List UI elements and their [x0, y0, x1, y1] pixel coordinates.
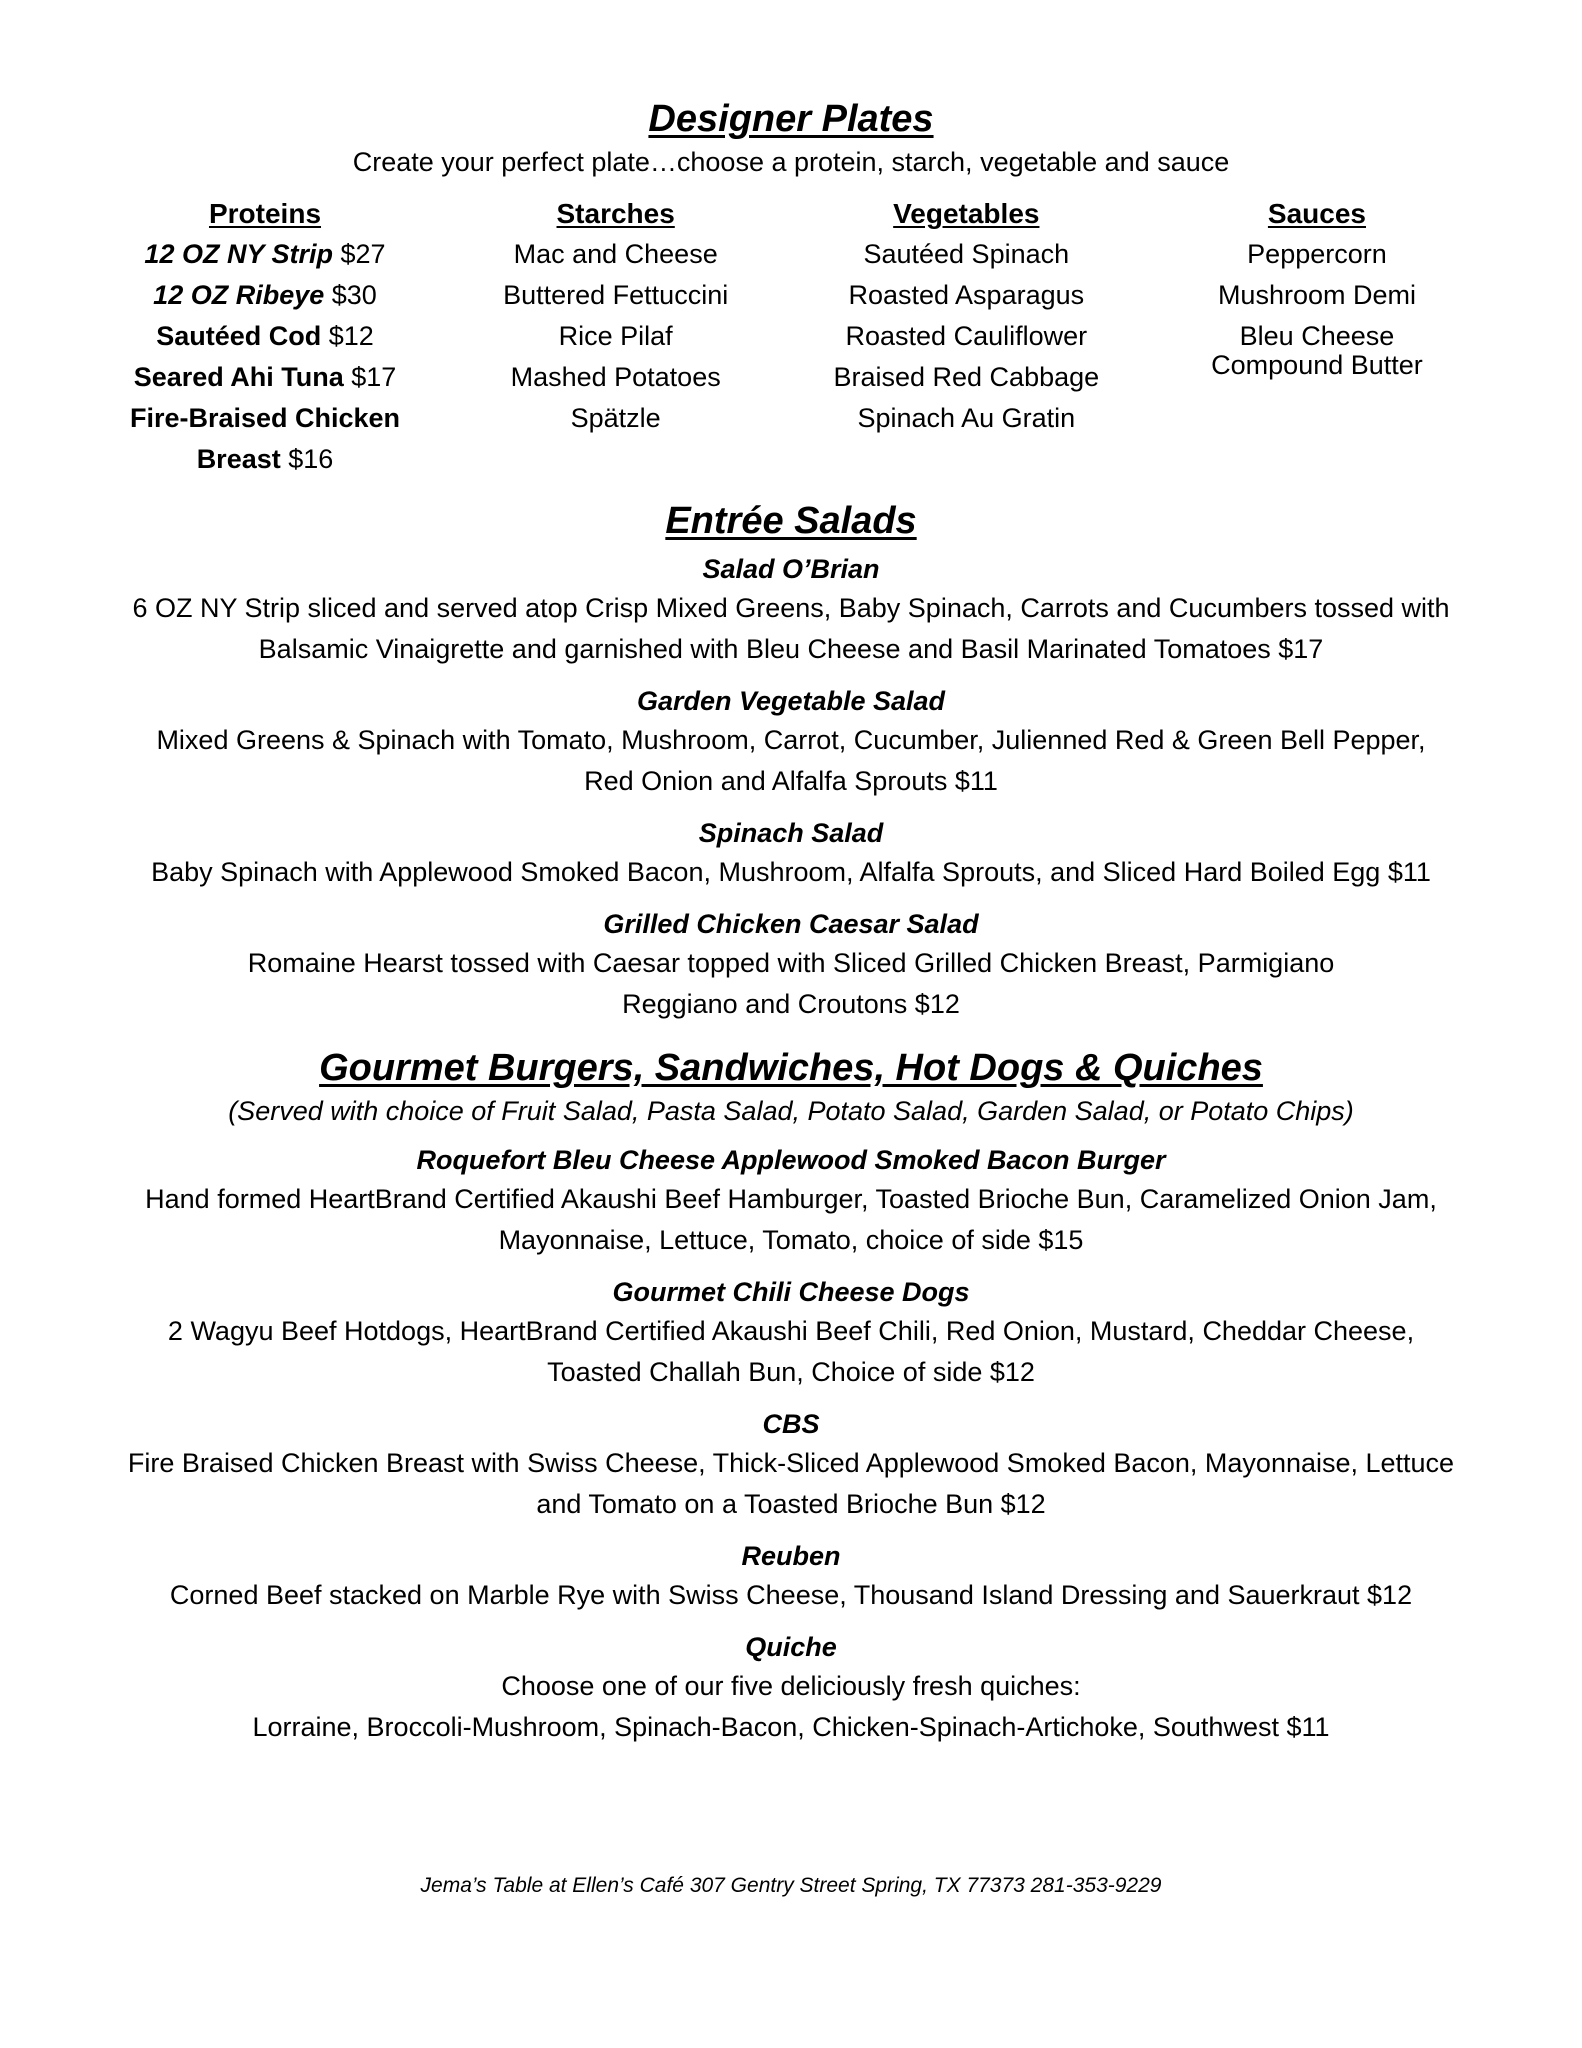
protein-name: 12 OZ Ribeye	[153, 280, 325, 310]
menu-item	[100, 682, 1482, 802]
menu-item-description: Red Onion and Alfalfa Sprouts $11	[584, 766, 998, 796]
burgers-section	[100, 1045, 1482, 1748]
designer-plates-section	[100, 96, 1482, 480]
vegetables-column	[801, 194, 1131, 480]
vegetable-item: Sautéed Spinach	[863, 239, 1070, 269]
menu-item-description: Mixed Greens & Spinach with Tomato, Mushroom, Carrot, Cucumber, Julienned Red & Green Bell Pepper,	[156, 725, 1426, 755]
menu-item	[100, 814, 1482, 893]
menu-item-name: Quiche	[745, 1632, 837, 1662]
menu-item-name: CBS	[762, 1409, 820, 1439]
menu-item	[100, 550, 1482, 670]
menu-item-description: Balsamic Vinaigrette and garnished with Bleu Cheese and Basil Marinated Tomatoes $17	[258, 634, 1324, 664]
protein-name: Sautéed Cod	[156, 321, 322, 351]
starch-item: Mac and Cheese	[513, 239, 718, 269]
starch-item: Buttered Fettuccini	[503, 280, 729, 310]
protein-name: Breast	[196, 444, 281, 474]
starch-item: Spätzle	[570, 403, 661, 433]
menu-item-name: Reuben	[741, 1541, 841, 1571]
sauces-heading: Sauces	[1267, 198, 1366, 229]
protein-item	[100, 234, 430, 275]
menu-item	[100, 1537, 1482, 1616]
protein-price: $16	[288, 444, 334, 474]
protein-item-continued	[100, 439, 430, 480]
vegetable-item: Spinach Au Gratin	[857, 403, 1076, 433]
menu-item-description: and Tomato on a Toasted Brioche Bun $12	[536, 1489, 1046, 1519]
sauce-item: Peppercorn	[1247, 239, 1387, 269]
menu-item-description: 2 Wagyu Beef Hotdogs, HeartBrand Certified Akaushi Beef Chili, Red Onion, Mustard, Cheddar Cheese,	[167, 1316, 1415, 1346]
protein-item	[100, 316, 430, 357]
menu-item-description: Romaine Hearst tossed with Caesar topped with Sliced Grilled Chicken Breast, Parmigiano	[247, 948, 1335, 978]
menu-item-description: Lorraine, Broccoli-Mushroom, Spinach-Bacon, Chicken-Spinach-Artichoke, Southwest $11	[252, 1712, 1330, 1742]
sauce-item-continued: Compound Butter	[1211, 350, 1423, 380]
entree-salads-title: Entrée Salads	[665, 500, 917, 542]
protein-price: $17	[351, 362, 397, 392]
vegetable-item: Roasted Asparagus	[848, 280, 1085, 310]
menu-item-description: Reggiano and Croutons $12	[622, 989, 960, 1019]
starch-item: Rice Pilaf	[558, 321, 673, 351]
entree-salads-section	[100, 498, 1482, 1025]
menu-item-description: Choose one of our five deliciously fresh quiches:	[501, 1671, 1081, 1701]
starches-heading: Starches	[556, 198, 675, 229]
menu-item-description: Baby Spinach with Applewood Smoked Bacon, Mushroom, Alfalfa Sprouts, and Sliced Hard Boiled Egg $11	[151, 857, 1431, 887]
menu-item-name: Spinach Salad	[698, 818, 884, 848]
starch-item: Mashed Potatoes	[510, 362, 721, 392]
menu-item-description: Hand formed HeartBrand Certified Akaushi Beef Hamburger, Toasted Brioche Bun, Caramelized Onion Jam,	[145, 1184, 1437, 1214]
protein-name: 12 OZ NY Strip	[144, 239, 333, 269]
protein-item	[100, 398, 430, 439]
designer-plates-subtitle: Create your perfect plate…choose a protein, starch, vegetable and sauce	[352, 147, 1230, 177]
menu-item-name: Salad O’Brian	[702, 554, 880, 584]
protein-name: Fire-Braised Chicken	[129, 403, 401, 433]
menu-item	[100, 905, 1482, 1025]
protein-name: Seared Ahi Tuna	[133, 362, 344, 392]
burgers-title: Gourmet Burgers, Sandwiches, Hot Dogs & Quiches	[319, 1047, 1263, 1089]
menu-item	[100, 1628, 1482, 1748]
sauces-column	[1152, 194, 1482, 480]
vegetable-item: Braised Red Cabbage	[833, 362, 1100, 392]
designer-plates-columns	[100, 194, 1482, 480]
footer-address: Jema’s Table at Ellen’s Café 307 Gentry Street Spring, TX 77373 281-353-9229	[420, 1874, 1162, 1897]
proteins-column	[100, 194, 430, 480]
menu-item-name: Gourmet Chili Cheese Dogs	[612, 1277, 970, 1307]
menu-item-description: 6 OZ NY Strip sliced and served atop Crisp Mixed Greens, Baby Spinach, Carrots and Cucumbers tossed with	[132, 593, 1450, 623]
sauce-item: Bleu Cheese	[1239, 321, 1395, 351]
protein-price: $27	[340, 239, 386, 269]
sauce-item: Mushroom Demi	[1217, 280, 1416, 310]
menu-item-description: Mayonnaise, Lettuce, Tomato, choice of side $15	[498, 1225, 1084, 1255]
starches-column	[451, 194, 781, 480]
protein-item	[100, 275, 430, 316]
menu-item	[100, 1273, 1482, 1393]
vegetables-heading: Vegetables	[893, 198, 1040, 229]
menu-item-description: Fire Braised Chicken Breast with Swiss Cheese, Thick-Sliced Applewood Smoked Bacon, Mayonnaise, Lettuce	[127, 1448, 1455, 1478]
menu-item-description: Toasted Challah Bun, Choice of side $12	[547, 1357, 1035, 1387]
proteins-heading: Proteins	[208, 198, 322, 229]
protein-price: $30	[331, 280, 377, 310]
menu-item	[100, 1405, 1482, 1525]
menu-item-name: Roquefort Bleu Cheese Applewood Smoked Bacon Burger	[416, 1145, 1166, 1175]
protein-price: $12	[328, 321, 374, 351]
menu-item-description: Corned Beef stacked on Marble Rye with Swiss Cheese, Thousand Island Dressing and Sauerkraut $12	[169, 1580, 1413, 1610]
vegetable-item: Roasted Cauliflower	[845, 321, 1088, 351]
menu-item-name: Grilled Chicken Caesar Salad	[603, 909, 979, 939]
protein-item	[100, 357, 430, 398]
menu-item-name: Garden Vegetable Salad	[636, 686, 946, 716]
menu-item	[100, 1141, 1482, 1261]
designer-plates-title: Designer Plates	[648, 98, 934, 140]
burgers-subtitle: (Served with choice of Fruit Salad, Pasta Salad, Potato Salad, Garden Salad, or Potato Chips)	[228, 1096, 1354, 1126]
